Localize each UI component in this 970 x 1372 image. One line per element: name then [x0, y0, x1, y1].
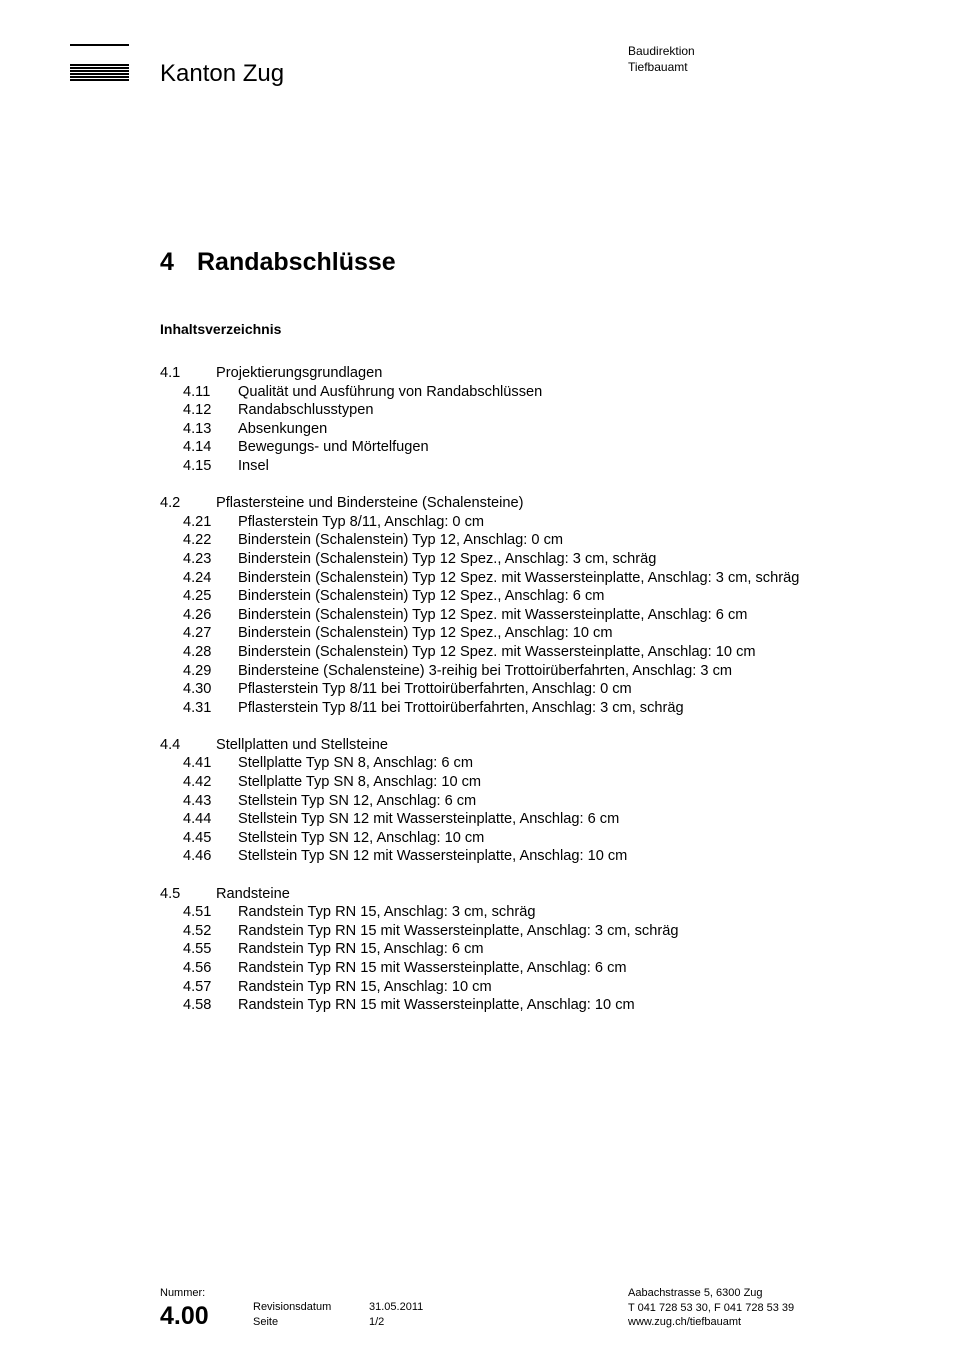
toc-entry-title: Binderstein (Schalenstein) Typ 12 Spez. mit Wassersteinplatte, Anschlag: 6 cm [238, 606, 748, 623]
toc-entry-number: 4.24 [183, 569, 212, 586]
toc-entry-title: Randabschlusstypen [238, 402, 374, 419]
toc-section-heading-title: Randsteine [216, 885, 290, 902]
table-of-contents [160, 364, 880, 1033]
toc-entry-number: 4.15 [183, 457, 212, 474]
address-street: Aabachstrasse 5, 6300 Zug [628, 1287, 763, 1299]
toc-entry-number: 4.45 [183, 829, 212, 846]
toc-entry [160, 922, 880, 941]
toc-section-heading-title: Pflastersteine und Bindersteine (Schalensteine) [216, 495, 524, 512]
toc-section-heading-number: 4.4 [160, 736, 181, 753]
toc-entry-title: Randstein Typ RN 15 mit Wassersteinplatte, Anschlag: 6 cm [238, 960, 627, 976]
toc-entry-title: Randstein Typ RN 15 mit Wassersteinplatte, Anschlag: 3 cm, schräg [238, 922, 679, 939]
office-line: Tiefbauamt [628, 59, 688, 74]
toc-entry [160, 903, 880, 922]
toc-entry-number: 4.52 [183, 922, 212, 939]
toc-entry [160, 383, 880, 402]
toc-entry-number: 4.25 [183, 588, 212, 605]
toc-entry-number: 4.27 [183, 625, 212, 642]
toc-entry-title: Pflasterstein Typ 8/11, Anschlag: 0 cm [238, 513, 485, 530]
toc-entry [160, 847, 880, 866]
toc-entry-number: 4.21 [183, 513, 212, 530]
toc-entry-number: 4.41 [183, 755, 212, 772]
page-label: Seite [253, 1316, 279, 1328]
toc-entry [160, 550, 880, 569]
toc-entry-number: 4.46 [183, 848, 212, 865]
toc-entry-number: 4.30 [183, 681, 212, 698]
toc-entry-title: Pflasterstein Typ 8/11 bei Trottoirüberfahrten, Anschlag: 3 cm, schräg [238, 699, 684, 716]
toc-entry [160, 531, 880, 550]
toc-entry [160, 401, 880, 420]
toc-entry [160, 438, 880, 457]
toc-entry-number: 4.44 [183, 811, 212, 828]
toc-entry-title: Qualität und Ausführung von Randabschlüssen [238, 383, 543, 400]
toc-entry-number: 4.26 [183, 606, 212, 623]
toc-entry-title: Stellplatte Typ SN 8, Anschlag: 10 cm [238, 774, 482, 791]
toc-entry [160, 643, 880, 662]
revision-label: Revisionsdatum [253, 1301, 332, 1313]
toc-section [160, 885, 880, 1015]
toc-entry-title: Randstein Typ RN 15, Anschlag: 10 cm [238, 978, 492, 995]
toc-entry-title: Absenkungen [238, 420, 328, 437]
toc-entry [160, 680, 880, 699]
toc-entry-number: 4.58 [183, 997, 212, 1014]
toc-entry-number: 4.29 [183, 662, 212, 679]
toc-entry [160, 662, 880, 681]
toc-section-heading [160, 494, 880, 513]
toc-entry [160, 829, 880, 848]
toc-entry-title: Randstein Typ RN 15, Anschlag: 3 cm, schräg [238, 904, 536, 921]
toc-entry [160, 940, 880, 959]
toc-entry-number: 4.11 [183, 383, 211, 400]
toc-entry-title: Stellstein Typ SN 12, Anschlag: 10 cm [238, 829, 485, 846]
toc-entry-title: Stellstein Typ SN 12 mit Wassersteinplatte, Anschlag: 10 cm [238, 848, 628, 865]
toc-entry-title: Binderstein (Schalenstein) Typ 12 Spez., Anschlag: 3 cm, schräg [238, 550, 657, 567]
toc-section-heading-title: Projektierungsgrundlagen [216, 365, 383, 381]
toc-entry [160, 792, 880, 811]
toc-section-heading-number: 4.5 [160, 885, 181, 902]
revision-block [253, 1300, 423, 1330]
toc-entry-title: Binderstein (Schalenstein) Typ 12 Spez., Anschlag: 10 cm [238, 625, 613, 642]
address-block [628, 1286, 794, 1330]
toc-entry-title: Stellstein Typ SN 12, Anschlag: 6 cm [238, 792, 477, 809]
toc-entry-number: 4.43 [183, 792, 212, 809]
toc-entry [160, 773, 880, 792]
toc-section-heading [160, 885, 880, 904]
toc-entry-title: Randstein Typ RN 15, Anschlag: 6 cm [238, 941, 484, 958]
toc-entry-number: 4.23 [183, 550, 212, 567]
toc-entry [160, 978, 880, 997]
brand-name: Kanton Zug [160, 60, 285, 87]
toc-entry-number: 4.14 [183, 439, 212, 456]
toc-entry-title: Stellplatte Typ SN 8, Anschlag: 6 cm [238, 755, 473, 772]
toc-entry-title: Binderstein (Schalenstein) Typ 12, Anschlag: 0 cm [238, 532, 564, 549]
chapter-heading [160, 248, 396, 277]
toc-entry-title: Insel [238, 457, 269, 474]
toc-entry [160, 457, 880, 476]
toc-section-heading [160, 364, 880, 383]
toc-entry-number: 4.31 [183, 699, 212, 716]
toc-entry-title: Bewegungs- und Mörtelfugen [238, 439, 429, 456]
toc-entry-title: Binderstein (Schalenstein) Typ 12 Spez. mit Wassersteinplatte, Anschlag: 3 cm, schräg [238, 569, 800, 586]
toc-entry-title: Binderstein (Schalenstein) Typ 12 Spez., Anschlag: 6 cm [238, 588, 605, 605]
department-block [628, 44, 695, 75]
chapter-title: Randabschlüsse [197, 248, 396, 276]
toc-section [160, 364, 880, 476]
toc-entry [160, 699, 880, 718]
toc-entry-title: Randstein Typ RN 15 mit Wassersteinplatte, Anschlag: 10 cm [238, 997, 635, 1014]
toc-entry [160, 624, 880, 643]
toc-entry-number: 4.51 [183, 904, 212, 921]
toc-entry-number: 4.55 [183, 941, 212, 958]
toc-entry [160, 420, 880, 439]
toc-entry-number: 4.56 [183, 960, 212, 976]
toc-section-heading-number: 4.1 [160, 365, 181, 381]
toc-entry [160, 587, 880, 606]
toc-entry-title: Pflasterstein Typ 8/11 bei Trottoirüberfahrten, Anschlag: 0 cm [238, 681, 632, 698]
toc-entry-number: 4.57 [183, 978, 212, 995]
toc-section-heading-title: Stellplatten und Stellsteine [216, 736, 388, 753]
toc-entry-title: Stellstein Typ SN 12 mit Wassersteinplatte, Anschlag: 6 cm [238, 811, 620, 828]
number-label: Nummer: [160, 1287, 206, 1299]
revision-date: 31.05.2011 [369, 1301, 424, 1313]
toc-entry-number: 4.28 [183, 643, 212, 660]
toc-section-heading [160, 736, 880, 755]
toc-entry-number: 4.13 [183, 420, 212, 437]
address-web: www.zug.ch/tiefbauamt [628, 1316, 742, 1328]
toc-section-heading-number: 4.2 [160, 495, 181, 512]
toc-entry-number: 4.22 [183, 532, 212, 549]
toc-entry [160, 754, 880, 773]
document-number: 4.00 [160, 1302, 209, 1330]
kanton-zug-logo [70, 44, 129, 83]
address-phone: T 041 728 53 30, F 041 728 53 39 [628, 1301, 795, 1314]
toc-section [160, 494, 880, 717]
toc-title: Inhaltsverzeichnis [160, 321, 282, 337]
page-value: 1/2 [369, 1316, 385, 1328]
toc-entry [160, 959, 880, 978]
toc-entry [160, 606, 880, 625]
toc-section [160, 736, 880, 866]
chapter-number: 4 [160, 248, 174, 276]
toc-entry [160, 513, 880, 532]
toc-entry [160, 810, 880, 829]
toc-entry-title: Binderstein (Schalenstein) Typ 12 Spez. mit Wassersteinplatte, Anschlag: 10 cm [238, 643, 756, 660]
toc-entry [160, 569, 880, 588]
toc-entry-title: Bindersteine (Schalensteine) 3-reihig bei Trottoirüberfahrten, Anschlag: 3 cm [238, 662, 733, 679]
toc-entry-number: 4.42 [183, 774, 212, 791]
toc-entry-number: 4.12 [183, 402, 212, 419]
department-line: Baudirektion [628, 44, 695, 58]
toc-entry [160, 996, 880, 1015]
